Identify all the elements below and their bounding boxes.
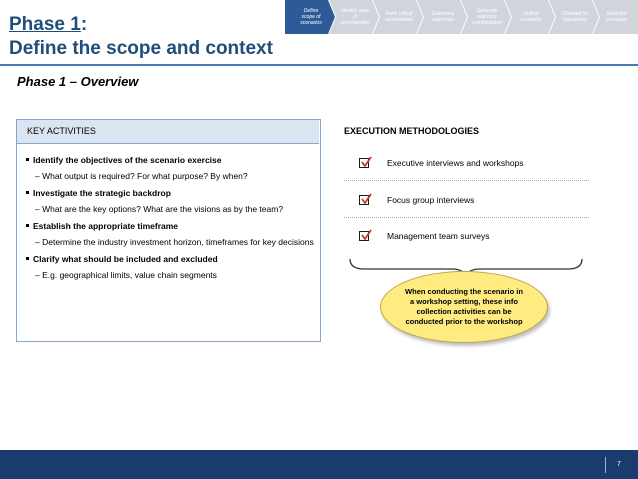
process-step-describe-scenarios — [593, 0, 638, 34]
process-step-label: Identify axes of uncertainties — [340, 8, 370, 26]
process-step-check-robustness — [549, 0, 599, 34]
methodology-label: Management team surveys — [387, 231, 490, 241]
methodology-label: Focus group interviews — [387, 195, 475, 205]
checkbox-checked-icon — [359, 158, 369, 168]
activity-item: Clarify what should be included and excluded — [26, 253, 316, 265]
checkbox-checked-icon — [359, 195, 369, 205]
key-activities-list — [26, 154, 316, 286]
activity-item: Identify the objectives of the scenario exercise — [26, 154, 316, 166]
row-divider — [344, 180, 589, 181]
activity-subitem: – What are the key options? What are the visions as by the team? — [35, 204, 284, 214]
key-activities-heading: KEY ACTIVITIES — [27, 126, 96, 136]
check-mark-icon — [359, 192, 373, 206]
activity-subitem: – E.g. geographical limits, value chain segments — [35, 270, 217, 280]
page-number: 7 — [617, 461, 621, 468]
process-step-label: Determine outcomes — [431, 11, 455, 23]
footer-bar — [0, 450, 638, 479]
process-step-identify-axes — [329, 0, 379, 34]
process-step-label: Describe scenarios — [605, 11, 628, 23]
process-step-label: Rank critical uncertainties — [384, 11, 414, 23]
page-title — [9, 13, 87, 37]
process-step-label: Generate outcome combinations — [472, 8, 502, 26]
activity-item: Investigate the strategic backdrop — [26, 187, 316, 199]
methodology-item — [344, 146, 589, 181]
title-prefix: Phase 1 — [9, 14, 81, 35]
footer-divider — [605, 457, 606, 473]
process-step-outline-scenarios — [505, 0, 555, 34]
activity-subitem: – What output is required? For what purpose? By when? — [35, 171, 248, 181]
checkbox-checked-icon — [359, 231, 369, 241]
process-steps — [285, 0, 638, 34]
activity-subitem: – Determine the industry investment horizon, timeframes for key decisions — [35, 237, 314, 247]
workshop-callout — [380, 271, 548, 343]
section-subtitle: Phase 1 – Overview — [17, 74, 139, 89]
process-step-rank-uncertainties — [373, 0, 423, 34]
methodology-label: Executive interviews and workshops — [387, 158, 524, 168]
title-rule — [0, 64, 638, 66]
activity-item: Establish the appropriate timeframe — [26, 220, 316, 232]
process-step-define-scope — [285, 0, 335, 34]
methodology-item — [344, 183, 589, 218]
process-step-label: Outline scenarios — [520, 11, 542, 23]
process-step-label: Define scope of scenarios — [300, 8, 322, 26]
row-divider — [344, 217, 589, 218]
check-mark-icon — [359, 155, 373, 169]
process-step-generate-combinations — [461, 0, 511, 34]
execution-methodologies-heading: EXECUTION METHODOLOGIES — [344, 126, 480, 136]
process-step-label: Checked for robustness — [561, 11, 589, 23]
page-title-line2: Define the scope and context — [9, 38, 273, 59]
callout-text: When conducting the scenario in a workshop setting, these info collection activities can be conducted prior to the workshop — [405, 287, 523, 326]
methodology-item — [344, 219, 589, 254]
check-mark-icon — [359, 228, 373, 242]
title-colon: : — [80, 14, 88, 35]
